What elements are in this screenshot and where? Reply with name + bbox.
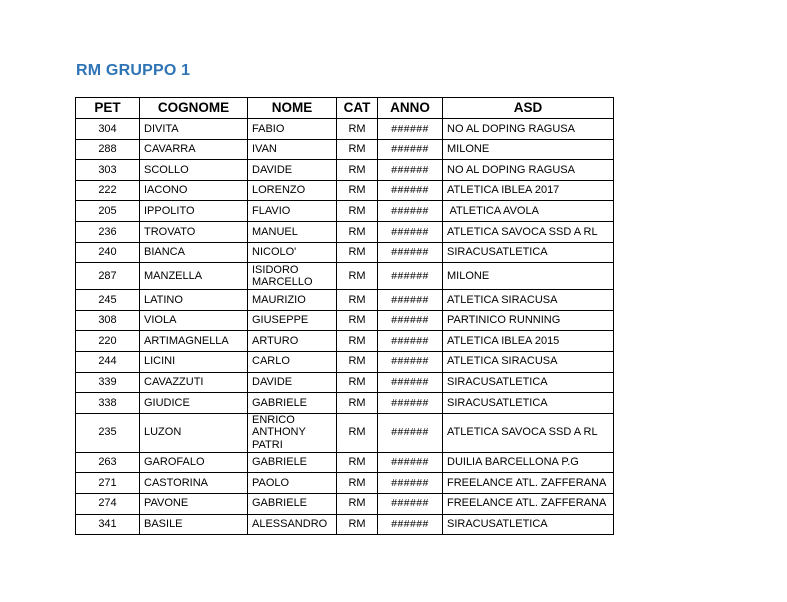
cell-nome (248, 180, 337, 201)
cell-nome (248, 221, 337, 242)
nome-line: ANTHONY (252, 426, 306, 439)
cell-anno: ###### (378, 310, 443, 331)
cell-pet: 339 (76, 372, 140, 393)
table-row (76, 413, 614, 452)
nome-line: DAVIDE (252, 376, 293, 389)
cell-cat: RM (337, 514, 378, 535)
cell-cat: RM (337, 263, 378, 290)
cell-asd: NO AL DOPING RAGUSA (443, 160, 614, 181)
cell-anno: ###### (378, 290, 443, 311)
cell-nome (248, 413, 337, 452)
cell-cat: RM (337, 351, 378, 372)
cell-nome (248, 201, 337, 222)
cell-cognome: GIUDICE (140, 393, 248, 414)
cell-asd: ATLETICA SAVOCA SSD A RL (443, 413, 614, 452)
cell-pet: 245 (76, 290, 140, 311)
nome-line: IVAN (252, 143, 277, 156)
cell-asd: ATLETICA SAVOCA SSD A RL (443, 221, 614, 242)
cell-asd: PARTINICO RUNNING (443, 310, 614, 331)
cell-anno: ###### (378, 242, 443, 263)
cell-nome (248, 290, 337, 311)
cell-anno: ###### (378, 514, 443, 535)
cell-anno: ###### (378, 493, 443, 514)
cell-nome (248, 493, 337, 514)
cell-cat: RM (337, 393, 378, 414)
cell-pet: 222 (76, 180, 140, 201)
cell-nome (248, 242, 337, 263)
cell-nome (248, 351, 337, 372)
cell-cat: RM (337, 452, 378, 473)
cell-asd: ATLETICA SIRACUSA (443, 290, 614, 311)
cell-anno: ###### (378, 393, 443, 414)
cell-nome (248, 452, 337, 473)
nome-line: ARTURO (252, 334, 299, 347)
cell-nome (248, 331, 337, 352)
cell-cognome: BIANCA (140, 242, 248, 263)
nome-line: FABIO (252, 122, 285, 135)
table-row (76, 514, 614, 535)
cell-cat: RM (337, 413, 378, 452)
cell-asd: ATLETICA IBLEA 2015 (443, 331, 614, 352)
nome-line: NICOLO' (252, 246, 297, 259)
header-cat: CAT (337, 98, 378, 119)
cell-nome (248, 514, 337, 535)
table-row (76, 473, 614, 494)
cell-anno: ###### (378, 119, 443, 140)
cell-pet: 338 (76, 393, 140, 414)
cell-cognome: LICINI (140, 351, 248, 372)
cell-anno: ###### (378, 201, 443, 222)
table-row (76, 242, 614, 263)
cell-nome (248, 119, 337, 140)
nome-line: GABRIELE (252, 456, 308, 469)
results-table (75, 97, 614, 535)
cell-asd: MILONE (443, 263, 614, 290)
cell-cognome: GAROFALO (140, 452, 248, 473)
cell-pet: 304 (76, 119, 140, 140)
table-row (76, 160, 614, 181)
table-row (76, 351, 614, 372)
cell-cognome: CAVARRA (140, 139, 248, 160)
nome-line: GABRIELE (252, 396, 308, 409)
cell-cognome: CASTORINA (140, 473, 248, 494)
header-anno: ANNO (378, 98, 443, 119)
cell-cognome: ARTIMAGNELLA (140, 331, 248, 352)
cell-cognome: BASILE (140, 514, 248, 535)
cell-cat: RM (337, 242, 378, 263)
cell-pet: 240 (76, 242, 140, 263)
cell-cognome: PAVONE (140, 493, 248, 514)
cell-pet: 244 (76, 351, 140, 372)
cell-nome (248, 310, 337, 331)
cell-anno: ###### (378, 372, 443, 393)
cell-anno: ###### (378, 473, 443, 494)
cell-asd: ATLETICA IBLEA 2017 (443, 180, 614, 201)
table-row (76, 201, 614, 222)
cell-cat: RM (337, 290, 378, 311)
cell-asd: NO AL DOPING RAGUSA (443, 119, 614, 140)
nome-line: MANUEL (252, 225, 298, 238)
cell-cognome: MANZELLA (140, 263, 248, 290)
cell-cat: RM (337, 493, 378, 514)
cell-cognome: IPPOLITO (140, 201, 248, 222)
header-cognome: COGNOME (140, 98, 248, 119)
cell-nome (248, 393, 337, 414)
cell-cat: RM (337, 119, 378, 140)
cell-pet: 274 (76, 493, 140, 514)
table-row (76, 139, 614, 160)
table-row (76, 119, 614, 140)
cell-asd: SIRACUSATLETICA (443, 514, 614, 535)
cell-pet: 288 (76, 139, 140, 160)
nome-line: FLAVIO (252, 204, 291, 217)
cell-cat: RM (337, 139, 378, 160)
cell-anno: ###### (378, 452, 443, 473)
cell-cat: RM (337, 201, 378, 222)
nome-line: PAOLO (252, 476, 290, 489)
cell-cat: RM (337, 221, 378, 242)
cell-anno: ###### (378, 351, 443, 372)
nome-line: ENRICO (252, 413, 295, 426)
cell-pet: 308 (76, 310, 140, 331)
cell-pet: 271 (76, 473, 140, 494)
cell-cognome: CAVAZZUTI (140, 372, 248, 393)
cell-cognome: DIVITA (140, 119, 248, 140)
nome-line: ALESSANDRO (252, 518, 328, 531)
cell-cognome: LUZON (140, 413, 248, 452)
cell-cat: RM (337, 160, 378, 181)
cell-asd: SIRACUSATLETICA (443, 242, 614, 263)
cell-nome (248, 263, 337, 290)
cell-cat: RM (337, 372, 378, 393)
cell-nome (248, 139, 337, 160)
table-row (76, 263, 614, 290)
cell-pet: 341 (76, 514, 140, 535)
cell-pet: 235 (76, 413, 140, 452)
nome-line: LORENZO (252, 184, 306, 197)
cell-pet: 236 (76, 221, 140, 242)
nome-line: ISIDORO (252, 263, 299, 276)
table-row (76, 493, 614, 514)
cell-anno: ###### (378, 221, 443, 242)
cell-cat: RM (337, 180, 378, 201)
table-row (76, 331, 614, 352)
cell-cognome: LATINO (140, 290, 248, 311)
cell-anno: ###### (378, 139, 443, 160)
cell-nome (248, 372, 337, 393)
cell-pet: 263 (76, 452, 140, 473)
cell-pet: 205 (76, 201, 140, 222)
cell-asd: SIRACUSATLETICA (443, 372, 614, 393)
table-row (76, 372, 614, 393)
cell-nome (248, 160, 337, 181)
header-asd: ASD (443, 98, 614, 119)
nome-line: DAVIDE (252, 163, 293, 176)
page-title: RM GRUPPO 1 (76, 62, 191, 79)
table-row (76, 393, 614, 414)
table-row (76, 290, 614, 311)
nome-line: MAURIZIO (252, 293, 306, 306)
cell-asd: MILONE (443, 139, 614, 160)
cell-cognome: IACONO (140, 180, 248, 201)
cell-cognome: VIOLA (140, 310, 248, 331)
cell-asd: DUILIA BARCELLONA P.G (443, 452, 614, 473)
cell-anno: ###### (378, 413, 443, 452)
cell-asd: SIRACUSATLETICA (443, 393, 614, 414)
cell-cat: RM (337, 331, 378, 352)
cell-pet: 303 (76, 160, 140, 181)
table-header-row (76, 98, 614, 119)
nome-line: CARLO (252, 355, 290, 368)
cell-asd: FREELANCE ATL. ZAFFERANA (443, 473, 614, 494)
header-pet: PET (76, 98, 140, 119)
cell-pet: 220 (76, 331, 140, 352)
table-row (76, 180, 614, 201)
cell-anno: ###### (378, 180, 443, 201)
table-row (76, 452, 614, 473)
cell-cognome: SCOLLO (140, 160, 248, 181)
cell-asd: ATLETICA SIRACUSA (443, 351, 614, 372)
cell-pet: 287 (76, 263, 140, 290)
nome-line: MARCELLO (252, 276, 313, 289)
header-nome: NOME (248, 98, 337, 119)
cell-nome (248, 473, 337, 494)
cell-cognome: TROVATO (140, 221, 248, 242)
cell-anno: ###### (378, 263, 443, 290)
cell-cat: RM (337, 473, 378, 494)
cell-asd: ATLETICA AVOLA (443, 201, 614, 222)
cell-anno: ###### (378, 160, 443, 181)
cell-anno: ###### (378, 331, 443, 352)
nome-line: GIUSEPPE (252, 314, 309, 327)
table-row (76, 310, 614, 331)
nome-line: GABRIELE (252, 497, 308, 510)
cell-asd: FREELANCE ATL. ZAFFERANA (443, 493, 614, 514)
nome-line: PATRI (252, 438, 283, 451)
cell-cat: RM (337, 310, 378, 331)
table-row (76, 221, 614, 242)
